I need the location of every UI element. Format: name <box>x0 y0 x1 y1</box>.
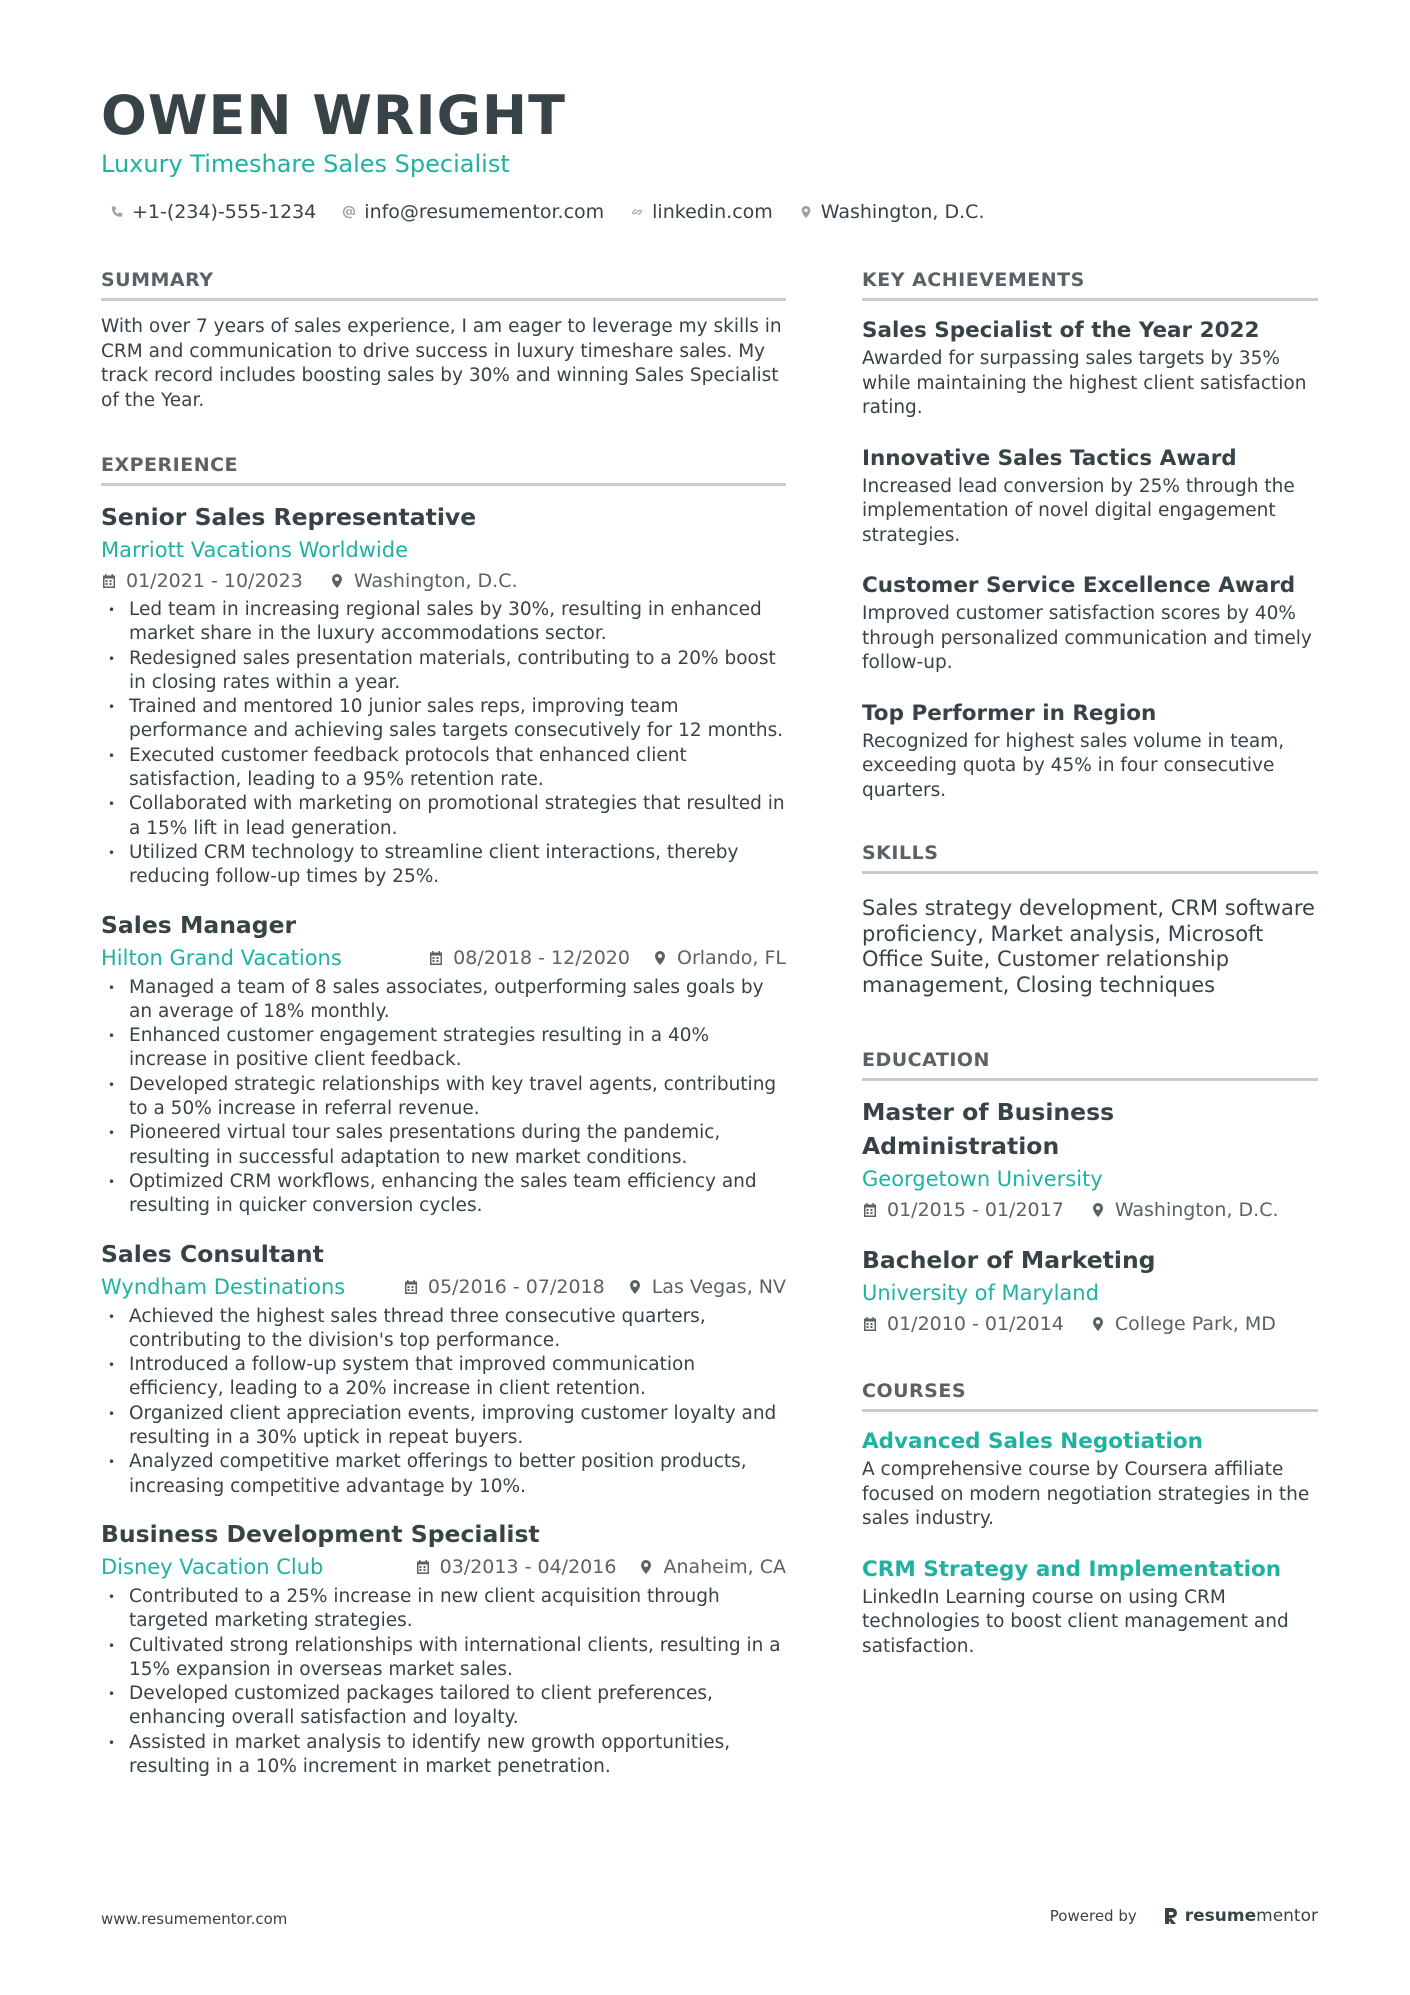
job-dates <box>428 942 630 974</box>
achievement-desc: Increased lead conversion by 25% through the implementation of novel digital engagement strategies. <box>862 475 1295 546</box>
calendar-icon <box>403 1279 419 1295</box>
bullet-item: • Developed strategic relationships with key travel agents, contributing to a 50% increase in referral revenue. <box>101 1073 786 1122</box>
job-company: Hilton Grand Vacations <box>101 945 342 970</box>
education-location-text: Washington, D.C. <box>1114 1199 1279 1221</box>
job-meta <box>403 1271 786 1303</box>
achievement-title: Sales Specialist of the Year 2022 <box>862 318 1260 343</box>
job-entry <box>101 1237 786 1499</box>
bullet-item: • Pioneered virtual tour sales presentations during the pandemic, resulting in successful adaptation to new market conditions. <box>101 1121 786 1170</box>
brand-name-light: mentor <box>1256 1906 1318 1926</box>
phone-text: +1-(234)-555-1234 <box>132 201 317 223</box>
job-company-row <box>101 1271 786 1303</box>
achievement-desc: Improved customer satisfaction scores by 40% through personalized communication and timely follow-up. <box>862 603 1312 673</box>
experience-section <box>101 451 786 1779</box>
course-item <box>862 1426 1318 1532</box>
job-location-text: Anaheim, CA <box>663 1555 786 1578</box>
job-company: Marriott Vacations Worldwide <box>101 538 409 562</box>
achievement-desc: Awarded for surpassing sales targets by 35% while maintaining the highest client satisfaction rating. <box>862 348 1307 418</box>
footer-website[interactable]: www.resumementor.com <box>101 1910 288 1928</box>
contact-email[interactable] <box>342 198 604 226</box>
job-company-row <box>101 942 786 974</box>
brand-name-bold: resume <box>1184 1906 1257 1926</box>
bullet-item: • Contributed to a 25% increase in new client acquisition through targeted marketing strategies. <box>101 1585 786 1634</box>
job-title: Sales Consultant <box>101 1239 324 1268</box>
link-icon <box>630 205 644 219</box>
calendar-icon <box>101 573 117 589</box>
bullet-item: • Led team in increasing regional sales by 30%, resulting in enhanced market share in the luxury accommodations sector. <box>101 598 786 647</box>
achievements-section <box>862 266 1318 803</box>
bullet-item: • Managed a team of 8 sales associates, outperforming sales goals by an average of 18% monthly. <box>101 976 786 1025</box>
at-icon <box>342 205 356 219</box>
course-desc: A comprehensive course by Coursera affiliate focused on modern negotiation strategies in the sales industry. <box>862 1459 1310 1529</box>
job-title: Business Development Specialist <box>101 1519 540 1548</box>
course-title: CRM Strategy and Implementation <box>862 1556 1282 1582</box>
education-dates <box>862 1309 1064 1339</box>
education-school: University of Maryland <box>862 1281 1099 1305</box>
linkedin-text[interactable]: linkedin.com <box>652 201 773 223</box>
job-dates-text: 05/2016 - 07/2018 <box>427 1275 605 1298</box>
bullet-item: • Executed customer feedback protocols that enhanced client satisfaction, leading to a 95% retention rate. <box>101 744 786 793</box>
bullet-item: • Collaborated with marketing on promotional strategies that resulted in a 15% lift in lead generation. <box>101 792 786 841</box>
location-text: Washington, D.C. <box>820 201 985 223</box>
summary-section <box>101 266 786 413</box>
job-dates <box>403 1271 605 1303</box>
location-pin-icon <box>1090 1202 1106 1218</box>
job-company: Wyndham Destinations <box>101 1274 346 1299</box>
education-location-text: College Park, MD <box>1114 1313 1276 1335</box>
job-dates <box>101 566 303 596</box>
education-item <box>862 1243 1318 1339</box>
achievement-title: Customer Service Excellence Award <box>862 573 1296 598</box>
achievement-title: Top Performer in Region <box>862 700 1157 726</box>
job-dates-text: 01/2021 - 10/2023 <box>126 570 303 592</box>
job-dates <box>415 1551 617 1583</box>
job-dates-text: 08/2018 - 12/2020 <box>453 946 630 969</box>
bullet-item: • Introduced a follow-up system that improved communication efficiency, leading to a 20% increase in client retention. <box>101 1353 786 1402</box>
job-bullets <box>101 1585 786 1779</box>
achievements-heading: KEY ACHIEVEMENTS <box>862 266 1318 301</box>
bullet-item: • Trained and mentored 10 junior sales reps, improving team performance and achieving sales targets consecutively for 12 months. <box>101 695 786 744</box>
bullet-item: • Optimized CRM workflows, enhancing the sales team efficiency and resulting in quicker conversion cycles. <box>101 1170 786 1219</box>
achievement-item <box>862 443 1318 549</box>
education-meta <box>862 1195 1318 1225</box>
location-pin-icon <box>627 1279 643 1295</box>
job-entry <box>101 908 786 1219</box>
skills-heading: SKILLS <box>862 839 1318 874</box>
bullet-item: • Assisted in market analysis to identify new growth opportunities, resulting in a 10% increment in market penetration. <box>101 1731 786 1780</box>
courses-section <box>862 1377 1318 1659</box>
achievement-title: Innovative Sales Tactics Award <box>862 445 1237 471</box>
job-location-text: Orlando, FL <box>676 946 786 969</box>
job-location <box>627 1271 786 1303</box>
footer-branding <box>1050 1906 1318 1926</box>
right-column <box>862 266 1318 1685</box>
courses-heading: COURSES <box>862 1377 1318 1412</box>
email-text[interactable]: info@resumementor.com <box>364 201 605 223</box>
education-degree: Master of Business Administration <box>862 1098 1115 1160</box>
education-section <box>862 1046 1318 1339</box>
education-school: Georgetown University <box>862 1167 1103 1191</box>
calendar-icon <box>862 1202 878 1218</box>
bullet-item: • Utilized CRM technology to streamline client interactions, thereby reducing follow-up times by 25%. <box>101 841 786 890</box>
calendar-icon <box>862 1316 878 1332</box>
location-pin-icon <box>652 950 668 966</box>
phone-icon <box>110 205 124 219</box>
education-dates-text: 01/2010 - 01/2014 <box>887 1313 1064 1335</box>
job-company-row <box>101 1551 786 1583</box>
summary-heading: SUMMARY <box>101 266 786 301</box>
bullet-item: • Achieved the highest sales thread three consecutive quarters, contributing to the division's top performance. <box>101 1305 786 1354</box>
location-pin-icon <box>1090 1316 1106 1332</box>
powered-by-label: Powered by <box>1049 1907 1137 1925</box>
job-company: Disney Vacation Club <box>101 1554 324 1579</box>
job-bullets <box>101 1305 786 1499</box>
bullet-item: • Redesigned sales presentation materials, contributing to a 20% boost in closing rates within a year. <box>101 647 786 696</box>
job-location-text: Washington, D.C. <box>353 570 518 592</box>
education-location <box>1090 1309 1276 1339</box>
summary-text: With over 7 years of sales experience, I am eager to leverage my skills in CRM and communication to drive success in luxury timeshare sales. My track record includes boosting sales by 30% and winning Sales Specialist of the Year. <box>101 316 782 411</box>
bullet-item: • Developed customized packages tailored to client preferences, enhancing overall satisfaction and loyalty. <box>101 1682 786 1731</box>
contact-phone <box>110 198 316 226</box>
left-column <box>101 266 786 1805</box>
job-title: Sales Manager <box>101 910 297 939</box>
achievement-item <box>862 698 1318 804</box>
job-meta <box>101 566 786 596</box>
job-dates-text: 03/2013 - 04/2016 <box>439 1555 617 1578</box>
achievement-desc: Recognized for highest sales volume in team, exceeding quota by 45% in four consecutive quarters. <box>862 730 1285 801</box>
education-location <box>1090 1195 1279 1225</box>
job-entry <box>101 1517 786 1779</box>
job-location-text: Las Vegas, NV <box>651 1275 786 1298</box>
contact-bar <box>110 198 985 226</box>
skills-text: Sales strategy development, CRM software proficiency, Market analysis, Microsoft Office Suite, Customer relationship management, Closing techniques <box>862 896 1315 997</box>
job-title: Senior Sales Representative <box>101 503 477 531</box>
job-meta <box>415 1551 786 1583</box>
location-pin-icon <box>799 205 813 219</box>
contact-linkedin[interactable] <box>630 198 773 226</box>
bullet-item: • Organized client appreciation events, improving customer loyalty and resulting in a 30% uptick in repeat buyers. <box>101 1402 786 1451</box>
candidate-name: OWEN WRIGHT <box>101 84 566 147</box>
education-dates-text: 01/2015 - 01/2017 <box>887 1199 1064 1221</box>
education-dates <box>862 1195 1064 1225</box>
job-meta <box>428 942 786 974</box>
achievement-item <box>862 570 1318 676</box>
bullet-item: • Cultivated strong relationships with international clients, resulting in a 15% expansion in overseas market sales. <box>101 1634 786 1683</box>
job-entry <box>101 500 786 890</box>
job-location <box>652 942 786 974</box>
candidate-title: Luxury Timeshare Sales Specialist <box>101 150 510 178</box>
location-pin-icon <box>329 573 345 589</box>
education-heading: EDUCATION <box>862 1046 1318 1081</box>
job-bullets <box>101 976 786 1219</box>
bullet-item: • Analyzed competitive market offerings to better position products, increasing competitive advantage by 10%. <box>101 1450 786 1499</box>
location-pin-icon <box>638 1559 654 1575</box>
experience-heading: EXPERIENCE <box>101 451 786 486</box>
skills-section <box>862 839 1318 998</box>
course-item <box>862 1554 1318 1660</box>
contact-location <box>799 198 985 226</box>
job-location <box>638 1551 786 1583</box>
brand-mark-icon <box>1163 1907 1179 1925</box>
job-location <box>329 566 518 596</box>
calendar-icon <box>428 950 444 966</box>
calendar-icon <box>415 1559 431 1575</box>
course-desc: LinkedIn Learning course on using CRM technologies to boost client management and satisfaction. <box>862 1586 1289 1657</box>
education-meta <box>862 1309 1318 1339</box>
achievement-item <box>862 315 1318 421</box>
course-title: Advanced Sales Negotiation <box>862 1429 1203 1454</box>
brand-logo[interactable] <box>1163 1906 1318 1926</box>
job-bullets <box>101 598 786 890</box>
bullet-item: • Enhanced customer engagement strategies resulting in a 40% increase in positive client feedback. <box>101 1024 786 1073</box>
education-degree: Bachelor of Marketing <box>862 1246 1156 1274</box>
education-item <box>862 1095 1318 1225</box>
